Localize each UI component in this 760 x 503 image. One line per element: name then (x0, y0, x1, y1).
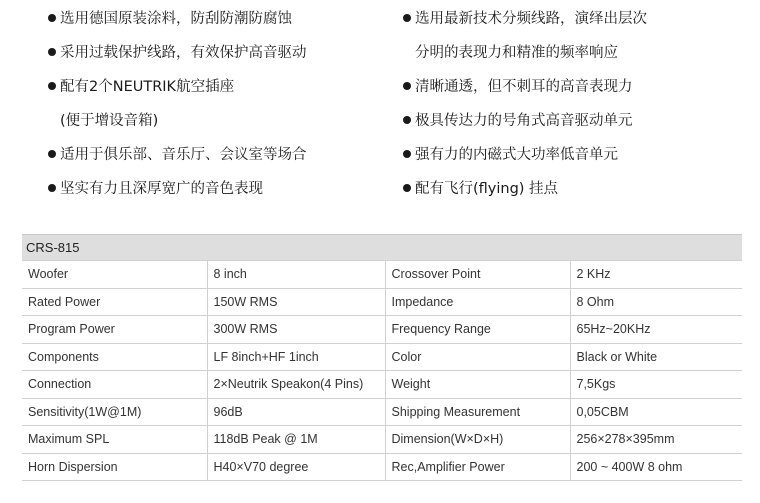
bullet-icon (48, 48, 56, 56)
features-section (0, 0, 760, 215)
bullet-icon (48, 184, 56, 192)
features-left-column (48, 5, 307, 209)
feature-text: 适用于俱乐部、音乐厅、会议室等场合 (60, 147, 307, 163)
spec-value: 200 ~ 400W 8 ohm (570, 453, 742, 481)
feature-text: 分明的表现力和精准的频率响应 (415, 45, 618, 61)
spec-label: Color (385, 343, 570, 371)
feature-item (403, 107, 647, 141)
feature-item (48, 141, 307, 175)
spec-value: 7,5Kgs (570, 371, 742, 399)
table-row (22, 426, 742, 454)
spec-value: 2×Neutrik Speakon(4 Pins) (207, 371, 385, 399)
table-row (22, 343, 742, 371)
bullet-icon (48, 150, 56, 158)
spec-value: 256×278×395mm (570, 426, 742, 454)
feature-item (48, 39, 307, 73)
spec-label: Crossover Point (385, 261, 570, 289)
spec-value: 2 KHz (570, 261, 742, 289)
feature-text: 采用过载保护线路，有效保护高音驱动 (60, 45, 307, 61)
spec-label: Program Power (22, 316, 207, 344)
feature-text: 强有力的内磁式大功率低音单元 (415, 147, 618, 163)
spec-label: Rated Power (22, 288, 207, 316)
table-row (22, 371, 742, 399)
spec-label: Sensitivity(1W@1M) (22, 398, 207, 426)
feature-item (48, 5, 307, 39)
feature-text: 配有2个NEUTRIK航空插座 (60, 79, 235, 95)
bullet-icon (48, 82, 56, 90)
feature-item (403, 141, 647, 175)
feature-text: 坚实有力且深厚宽广的音色表现 (60, 181, 263, 197)
spec-value: 96dB (207, 398, 385, 426)
feature-item (403, 39, 647, 73)
spec-value: Black or White (570, 343, 742, 371)
table-row (22, 261, 742, 289)
bullet-icon (403, 82, 411, 90)
spec-label: Components (22, 343, 207, 371)
feature-item (403, 175, 647, 209)
table-row (22, 288, 742, 316)
spec-value: H40×V70 degree (207, 453, 385, 481)
table-row (22, 453, 742, 481)
spec-label: Woofer (22, 261, 207, 289)
spec-table (22, 260, 742, 481)
bullet-icon (48, 14, 56, 22)
spec-label: Weight (385, 371, 570, 399)
feature-item (403, 73, 647, 107)
spec-table-section (22, 234, 742, 481)
bullet-icon (403, 184, 411, 192)
feature-item (403, 5, 647, 39)
feature-item (48, 175, 307, 209)
spec-label: Connection (22, 371, 207, 399)
spec-label: Horn Dispersion (22, 453, 207, 481)
feature-text: 配有飞行(flying) 挂点 (415, 181, 559, 197)
spec-value: 118dB Peak @ 1M (207, 426, 385, 454)
spec-value: 150W RMS (207, 288, 385, 316)
spec-label: Frequency Range (385, 316, 570, 344)
spec-value: LF 8inch+HF 1inch (207, 343, 385, 371)
feature-text: (便于增设音箱) (60, 113, 159, 129)
spec-label: Rec,Amplifier Power (385, 453, 570, 481)
spec-label: Maximum SPL (22, 426, 207, 454)
spec-value: 8 Ohm (570, 288, 742, 316)
bullet-icon (403, 150, 411, 158)
bullet-icon (403, 14, 411, 22)
spec-value: 300W RMS (207, 316, 385, 344)
feature-text: 清晰通透，但不刺耳的高音表现力 (415, 79, 633, 95)
table-row (22, 316, 742, 344)
spec-value: 8 inch (207, 261, 385, 289)
feature-item (48, 73, 307, 107)
bullet-icon (403, 116, 411, 124)
spec-value: 0,05CBM (570, 398, 742, 426)
feature-text: 选用最新技术分频线路，演绎出层次 (415, 11, 647, 27)
model-name: CRS-815 (22, 234, 742, 260)
spec-value: 65Hz~20KHz (570, 316, 742, 344)
table-row (22, 398, 742, 426)
spec-label: Shipping Measurement (385, 398, 570, 426)
feature-text: 选用德国原装涂料，防刮防潮防腐蚀 (60, 11, 292, 27)
feature-item (48, 107, 307, 141)
spec-label: Impedance (385, 288, 570, 316)
spec-label: Dimension(W×D×H) (385, 426, 570, 454)
feature-text: 极具传达力的号角式高音驱动单元 (415, 113, 633, 129)
features-right-column (403, 5, 647, 209)
